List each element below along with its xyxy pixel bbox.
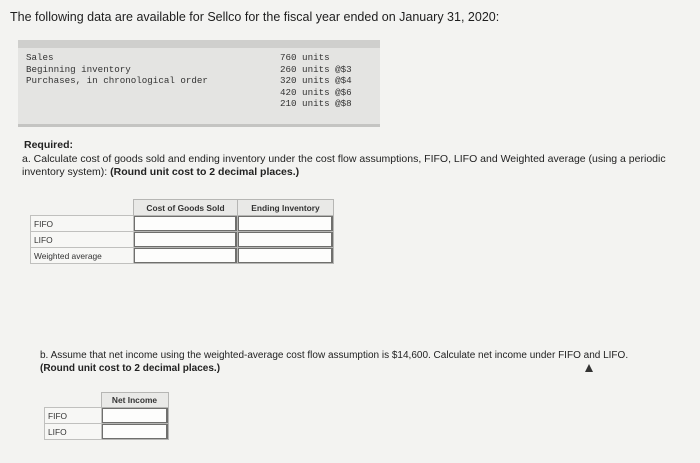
header-ending-inventory: Ending Inventory <box>238 200 334 216</box>
data-label: Sales <box>26 52 54 63</box>
lifo-net-income-input[interactable] <box>102 424 168 439</box>
data-value: 420 units @$6 <box>280 86 352 98</box>
intro-text: The following data are available for Sellco for the fiscal year ended on January 31, 2020: <box>10 10 500 24</box>
header-net-income: Net Income <box>101 393 168 408</box>
lifo-net-income-cell <box>101 424 168 440</box>
lifo-ending-inventory-input[interactable] <box>238 232 333 247</box>
data-value: 760 units <box>280 52 330 63</box>
part-a-text: a. Calculate cost of goods sold and ending inventory under the cost flow assumptions, FIFO, LIFO and Weighted average (using a periodic inventory system): <box>22 153 666 178</box>
row-label-weighted-average: Weighted average <box>31 248 134 264</box>
part-b-rounding-note: (Round unit cost to 2 decimal places.) <box>40 362 221 374</box>
table-row <box>31 232 334 248</box>
lifo-cogs-input[interactable] <box>134 232 237 247</box>
row-label-lifo: LIFO <box>31 232 134 248</box>
row-label-lifo: LIFO <box>45 424 102 440</box>
data-labels <box>26 52 208 87</box>
table-corner <box>31 200 134 216</box>
part-b-instructions <box>40 350 695 375</box>
net-income-table <box>44 392 169 440</box>
table-row <box>31 248 334 264</box>
part-a-rounding-note: (Round unit cost to 2 decimal places.) <box>110 166 300 178</box>
inventory-data-box <box>18 40 380 127</box>
table-row <box>45 424 169 440</box>
data-label: Beginning inventory <box>26 63 131 75</box>
fifo-ending-inventory-cell <box>238 216 334 232</box>
data-label: Purchases, in chronological order <box>26 75 208 86</box>
weighted-cogs-input[interactable] <box>134 248 237 263</box>
weighted-ending-inventory-cell <box>238 248 334 264</box>
weighted-cogs-cell <box>134 248 238 264</box>
lifo-cogs-cell <box>134 232 238 248</box>
row-label-fifo: FIFO <box>31 216 134 232</box>
lifo-ending-inventory-cell <box>238 232 334 248</box>
header-cost-of-goods-sold: Cost of Goods Sold <box>134 200 238 216</box>
table-row <box>45 408 169 424</box>
fifo-cogs-cell <box>134 216 238 232</box>
fifo-net-income-input[interactable] <box>102 408 168 423</box>
mouse-cursor-icon <box>585 364 593 372</box>
table-row <box>31 216 334 232</box>
fifo-net-income-cell <box>101 408 168 424</box>
data-value: 210 units @$8 <box>280 98 352 109</box>
data-value: 320 units @$4 <box>280 75 352 86</box>
fifo-cogs-input[interactable] <box>134 216 237 231</box>
required-heading: Required: <box>24 139 74 151</box>
table-corner <box>45 393 102 408</box>
part-a-instructions <box>22 153 692 179</box>
fifo-ending-inventory-input[interactable] <box>238 216 333 231</box>
weighted-ending-inventory-input[interactable] <box>238 248 333 263</box>
cogs-ending-inventory-table <box>30 199 334 264</box>
row-label-fifo: FIFO <box>45 408 102 424</box>
data-value: 260 units @$3 <box>280 63 352 75</box>
data-values <box>280 52 352 110</box>
part-b-text: b. Assume that net income using the weighted-average cost flow assumption is $14,600. Calculate net income under FIFO and LIFO. <box>40 350 629 361</box>
